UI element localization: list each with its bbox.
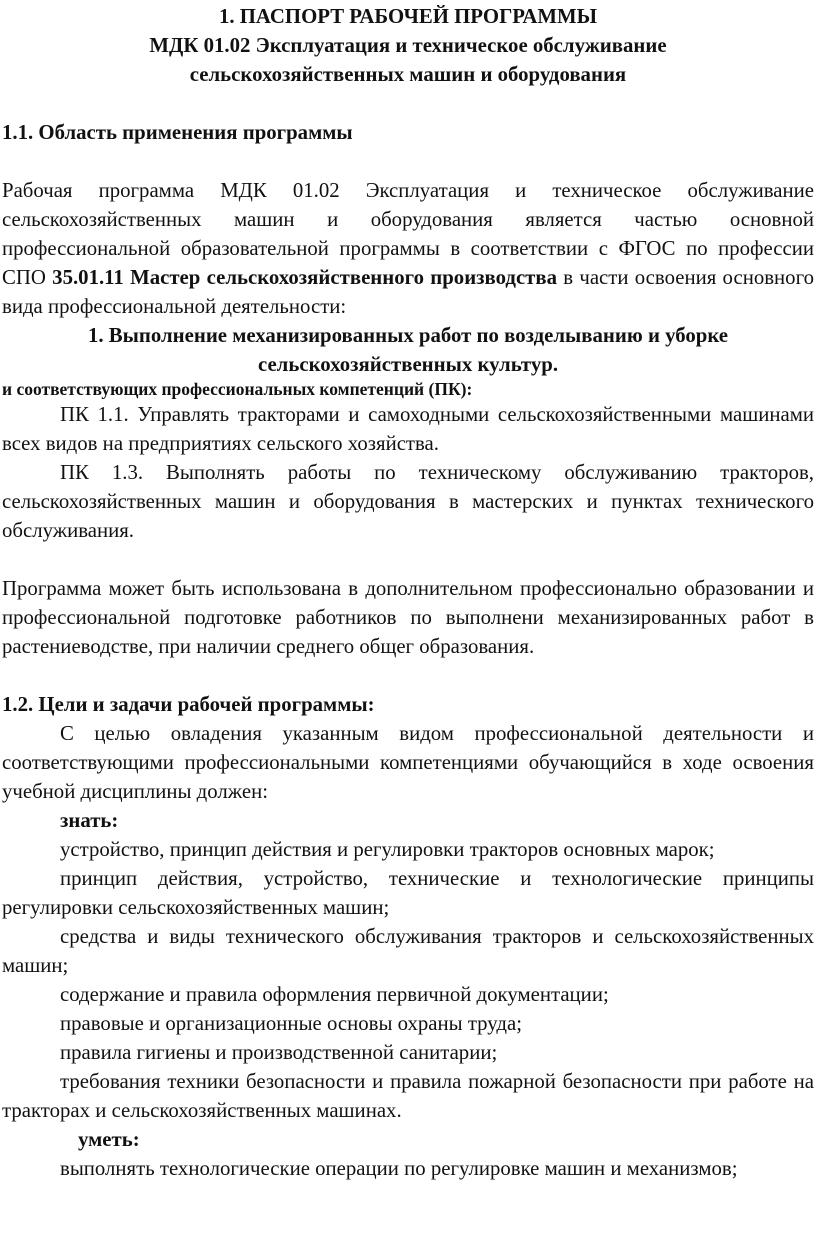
- know-item: правила гигиены и производственной санитарии;: [60, 1041, 498, 1064]
- know-item: принцип действия, устройство, технические и технологические принципы регулировки сельскохозяйственных машин;: [2, 867, 814, 919]
- know-label: знать:: [60, 809, 119, 832]
- application-text-part-2: в части освоения основного вида профессиональной деятельности:: [2, 266, 814, 318]
- document-title: [2, 0, 814, 89]
- know-item: устройство, принцип действия и регулировки тракторов основных марок;: [60, 838, 715, 861]
- section-1-2-heading: 1.2. Цели и задачи рабочей программы:: [2, 693, 375, 716]
- know-item: средства и виды технического обслуживания тракторов и сельскохозяйственных машин;: [2, 925, 814, 977]
- title-line-3: сельскохозяйственных машин и оборудования: [189, 63, 627, 86]
- usage-paragraph: Программа может быть использована в дополнительном профессионально образовании и профессиональной подготовке работников по выполнени механизированных работ в растениеводстве, при наличии среднего общег образования.: [2, 577, 814, 658]
- title-line-1: 1. ПАСПОРТ РАБОЧЕЙ ПРОГРАММЫ: [218, 5, 598, 28]
- activity-type: 1. Выполнение механизированных работ по возделыванию и уборке сельскохозяйственных культур.: [87, 324, 729, 376]
- profession-name: 35.01.11 Мастер сельскохозяйственного производства: [52, 266, 558, 289]
- can-item: выполнять технологические операции по регулировке машин и механизмов;: [60, 1157, 738, 1180]
- competency-pk-1-3: ПК 1.3. Выполнять работы по техническому обслуживанию тракторов, сельскохозяйственных машин и оборудования в мастерских и пунктах технического обслуживания.: [2, 461, 814, 542]
- know-item: требования техники безопасности и правила пожарной безопасности при работе на тракторах и сельскохозяйственных машинах.: [2, 1070, 814, 1122]
- title-line-2: МДК 01.02 Эксплуатация и техническое обслуживание: [149, 34, 667, 57]
- can-label: уметь:: [78, 1128, 140, 1151]
- application-text-part-1: Рабочая программа МДК 01.02 Эксплуатация и техническое обслуживание сельскохозяйственных машин и оборудования является частью основной профессиональной образовательной программы в соответствии с ФГОС по профессии СПО: [2, 179, 814, 289]
- section-1-1-heading: 1.1. Область применения программы: [2, 121, 353, 144]
- competency-pk-1-1: ПК 1.1. Управлять тракторами и самоходными сельскохозяйственными машинами всех видов на предприятиях сельского хозяйства.: [2, 403, 814, 455]
- competencies-intro: и соответствующих профессиональных компетенций (ПК):: [2, 379, 473, 399]
- know-item: содержание и правила оформления первичной документации;: [60, 983, 609, 1006]
- application-paragraph: [2, 176, 814, 321]
- know-item: правовые и организационные основы охраны труда;: [60, 1012, 522, 1035]
- goals-intro: С целью овладения указанным видом профессиональной деятельности и соответствующими профессиональными компетенциями обучающийся в ходе освоения учебной дисциплины должен:: [2, 722, 814, 803]
